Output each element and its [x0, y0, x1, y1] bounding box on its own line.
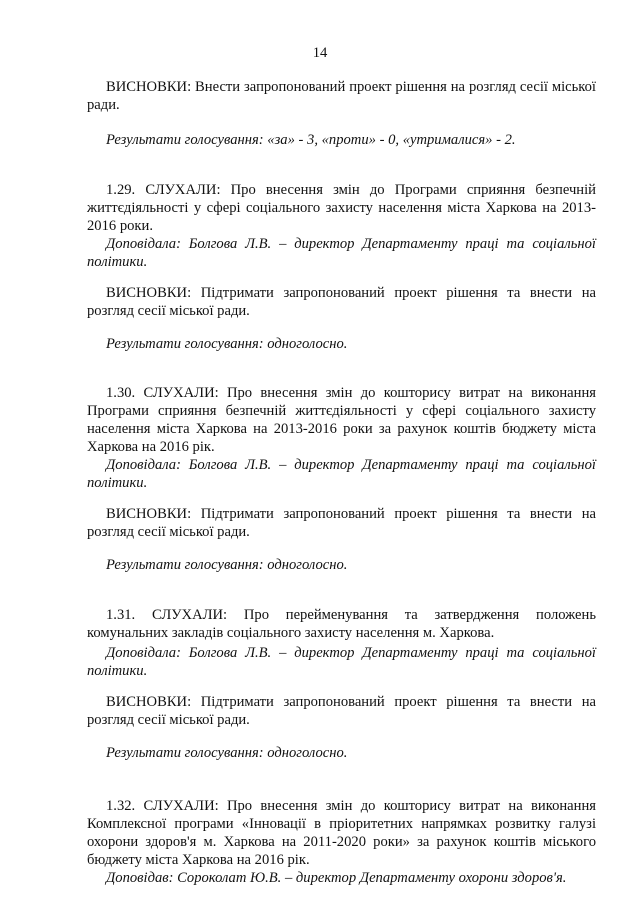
item-1-32-heard: 1.32. СЛУХАЛИ: Про внесення змін до кошторису витрат на виконання Комплексної програми «Інновації в пріоритетних напрямках розвитку галузі охорони здоров'я м. Харкова на 2011-2020 роки» за рахунок коштів міського бюджету міста Харкова на 2016 рік.	[87, 798, 596, 868]
item-1-29-vote: Результати голосування: одноголосно.	[106, 336, 348, 352]
item-1-29-heard: 1.29. СЛУХАЛИ: Про внесення змін до Програми сприяння безпечній життєдіяльності у сфері соціального захисту населення міста Харкова на 2013-2016 роки.	[87, 182, 596, 234]
item-1-30-vote: Результати голосування: одноголосно.	[106, 557, 348, 573]
item-1-32-speaker: Доповідав: Сороколат Ю.В. – директор Департаменту охорони здоров'я.	[106, 870, 567, 886]
item-1-31-speaker: Доповідала: Болгова Л.В. – директор Департаменту праці та соціальної політики.	[87, 645, 596, 679]
item-1-31-heard: 1.31. СЛУХАЛИ: Про перейменування та затвердження положень комунальних закладів соціального захисту населення м. Харкова.	[87, 607, 596, 641]
item-1-29-conclusion: ВИСНОВКИ: Підтримати запропонований проект рішення та внести на розгляд сесії міської ради.	[87, 285, 596, 319]
top-conclusion: ВИСНОВКИ: Внести запропонований проект рішення на розгляд сесії міської ради.	[87, 79, 596, 113]
item-1-31-vote: Результати голосування: одноголосно.	[106, 745, 348, 761]
item-1-30-speaker: Доповідала: Болгова Л.В. – директор Департаменту праці та соціальної політики.	[87, 457, 596, 491]
item-1-31-conclusion: ВИСНОВКИ: Підтримати запропонований проект рішення та внести на розгляд сесії міської ради.	[87, 694, 596, 728]
item-1-30-heard: 1.30. СЛУХАЛИ: Про внесення змін до кошторису витрат на виконання Програми сприяння безпечній життєдіяльності у сфері соціального захисту населення міста Харкова на 2013-2016 роки за рахунок коштів бюджету міста Харкова на 2016 рік.	[87, 385, 596, 455]
page-number: 14	[312, 45, 328, 61]
item-1-29-speaker: Доповідала: Болгова Л.В. – директор Департаменту праці та соціальної політики.	[87, 236, 596, 270]
item-1-30-conclusion: ВИСНОВКИ: Підтримати запропонований проект рішення та внести на розгляд сесії міської ради.	[87, 506, 596, 540]
top-vote-result: Результати голосування: «за» - 3, «проти» - 0, «утрималися» - 2.	[106, 132, 516, 148]
